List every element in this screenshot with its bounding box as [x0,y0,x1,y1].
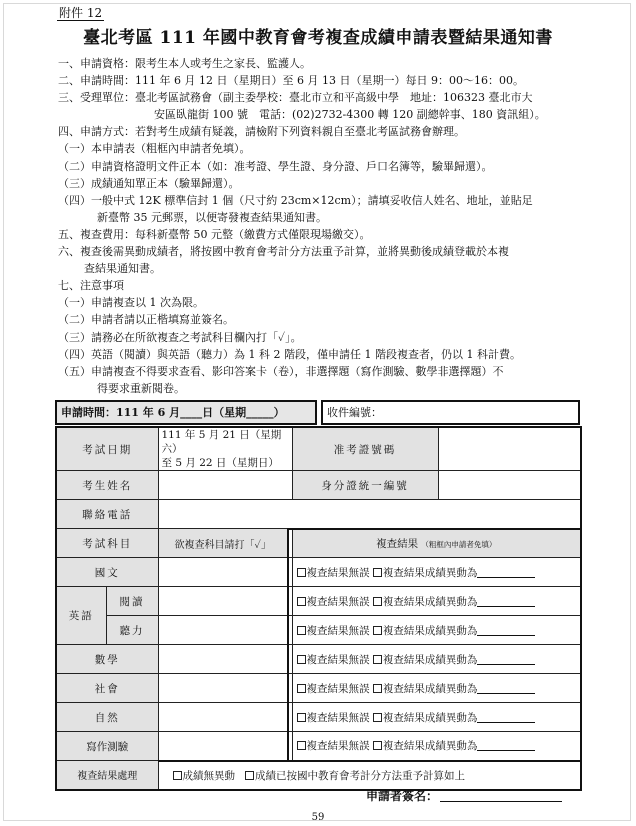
note-attention-1: （一）申請複查以 1 次為限。 [58,296,204,310]
score-blank[interactable] [477,684,535,694]
result-ok-text: 複查結果無誤 [306,566,370,579]
checkbox-icon[interactable] [297,741,306,750]
note-method-4: （四）一般中式 12K 標準信封 1 個（尺寸約 23cm×12cm）；請填妥收信人姓名、地址，並貼足 [58,193,533,207]
note-method-2: （二）申請資格證明文件正本（如：准考證、學生證、身分證、戶口名簿等，驗畢歸還）。 [58,159,493,173]
exam-date-value [158,427,292,471]
note-attention-5-cont: 得要求重新閱卷。 [97,381,185,395]
result-chinese [292,558,581,587]
attachment-tag: 附件 12 [59,6,103,20]
result-changed-text: 複查結果成績異動為 [382,740,478,753]
score-blank[interactable] [477,741,535,751]
id-number-field[interactable] [438,471,581,500]
note-attention-2: （二）申請者請以正楷填寫並簽名。 [58,313,234,327]
check-english-listening[interactable] [158,616,288,645]
result-changed-text: 複查結果成績異動為 [382,682,478,695]
result-ok-text: 複查結果無誤 [306,711,370,724]
subject-english-listening: 聽力 [106,616,158,645]
checkbox-icon[interactable] [373,655,382,664]
document-title: 臺北考區 111 年國中教育會考複查成績申請表暨結果通知書 [83,28,553,48]
checkbox-icon[interactable] [245,771,254,780]
result-ok-text: 複查結果無誤 [306,595,370,608]
admission-number-field[interactable] [438,427,581,471]
check-math[interactable] [158,645,288,674]
result-ok-text: 複查結果無誤 [306,653,370,666]
subject-english-reading: 閱讀 [106,587,158,616]
note-time: 二、申請時間：111 年 6 月 12 日（星期日）至 6 月 13 日（星期一）每日 9：00～16：00。 [58,74,524,88]
checkbox-icon[interactable] [373,568,382,577]
subject-writing: 寫作測驗 [56,732,158,761]
check-english-reading[interactable] [158,587,288,616]
result-changed-text: 複查結果成績異動為 [382,624,478,637]
subject-math: 數學 [56,645,158,674]
note-eligibility: 一、申請資格：限考生本人或考生之家長、監護人。 [58,57,311,70]
checkbox-icon[interactable] [297,684,306,693]
signature-label: 申請者簽名： [366,789,439,803]
result-english-reading [292,587,581,616]
check-chinese[interactable] [158,558,288,587]
checkbox-icon[interactable] [373,713,382,722]
subject-science: 自然 [56,703,158,732]
page-number: 59 [311,812,325,823]
checkbox-icon[interactable] [297,655,306,664]
admission-number-label: 准考證號碼 [292,427,438,471]
checkbox-icon[interactable] [373,626,382,635]
note-method: 四、申請方式：若對考生成績有疑義，請檢附下列資料親自至臺北考區試務會辦理。 [58,125,465,139]
checkbox-icon[interactable] [373,741,382,750]
result-ok-text: 複查結果無誤 [306,624,370,637]
result-ok-text: 複查結果無誤 [306,682,370,695]
note-attention-5: （五）申請複查不得要求查看、影印答案卡（卷），非選擇題（寫作測驗、數學非選擇題）不 [58,364,504,378]
checkbox-icon[interactable] [173,771,182,780]
note-method-4-cont: 新臺幣 35 元郵票，以便寄發複查結果通知書。 [97,210,327,224]
note-method-3: （三）成績通知單正本（驗畢歸還）。 [58,176,240,190]
checkbox-icon[interactable] [373,684,382,693]
result-changed-text: 複查結果成績異動為 [382,711,478,724]
process-label: 複查結果處理 [56,761,158,790]
note-fee: 五、複查費用：每科新臺幣 50 元整（繳費方式僅限現場繳交）。 [58,227,371,241]
checkbox-icon[interactable] [297,713,306,722]
check-science[interactable] [158,703,288,732]
subject-label: 考試科目 [56,529,158,558]
note-method-1: （一）本申請表（粗框內申請者免填）。 [58,142,251,156]
student-name-field[interactable] [158,471,292,500]
subject-social: 社會 [56,674,158,703]
result-changed-text: 複查結果成績異動為 [382,653,478,666]
checkbox-icon[interactable] [373,597,382,606]
subject-english: 英語 [56,587,106,645]
exam-date-label: 考試日期 [56,427,158,471]
check-social[interactable] [158,674,288,703]
checkbox-icon[interactable] [297,626,306,635]
receipt-number-field[interactable]: 收件編號： [321,400,580,425]
phone-field[interactable] [158,500,581,529]
note-attention: 七、注意事項 [58,279,124,293]
score-blank[interactable] [477,713,535,723]
signature-area [366,787,562,804]
result-social [292,674,581,703]
process-option-unchanged: 成績無異動 [182,769,235,782]
note-office: 三、受理單位：臺北考區試務會（副主委學校：臺北市立和平高級中學 地址：106323 臺北市大 [58,91,533,105]
score-blank[interactable] [477,597,535,607]
score-blank[interactable] [477,568,535,578]
apply-time-field[interactable]: 申請時間：111 年 6 月____日（星期_____） [55,400,317,425]
process-options [158,761,581,790]
score-blank[interactable] [477,655,535,665]
check-writing[interactable] [158,732,288,761]
result-changed-text: 複查結果成績異動為 [382,595,478,608]
result-label: 複查結果 [376,537,419,550]
note-office-cont: 安區臥龍街 100 號 電話：(02)2732-4300 轉 120 副總幹事、180 資訊組）。 [154,108,546,122]
student-name-label: 考生姓名 [56,471,158,500]
checkbox-icon[interactable] [297,597,306,606]
result-note: （粗框內申請者免填） [421,539,497,549]
result-changed-text: 複查結果成績異動為 [382,566,478,579]
result-science [292,703,581,732]
phone-label: 聯絡電話 [56,500,158,529]
process-option-recalculated: 成績已按國中教育會考計分方法重予計算如上 [255,769,466,782]
check-column-label: 欲複查科目請打「✓」 [158,529,288,558]
note-recalc-cont: 查結果通知書。 [84,262,161,276]
note-attention-4: （四）英語（閱讀）與英語（聽力）為 1 科 2 階段，僅申請任 1 階段複查者，仍以 1 科計費。 [58,347,521,361]
signature-line[interactable] [440,791,562,802]
result-math [292,645,581,674]
checkbox-icon[interactable] [297,568,306,577]
result-ok-text: 複查結果無誤 [306,740,370,753]
exam-date-line-1: 111 年 5 月 21 日（星期六） [161,429,282,455]
score-blank[interactable] [477,626,535,636]
application-table [55,426,582,791]
result-writing [292,732,581,761]
note-attention-3: （三）請務必在所欲複查之考試科目欄內打「✓」。 [58,330,302,344]
subject-chinese: 國文 [56,558,158,587]
exam-date-line-2: 至 5 月 22 日（星期日） [161,457,279,469]
note-recalc: 六、複查後需異動成績者，將按國中教育會考計分方法重予計算，並將異動後成績登載於本複 [58,245,509,259]
result-column-header [292,529,581,558]
instructions [58,55,588,397]
id-number-label: 身分證統一編號 [292,471,438,500]
form-header-row [55,400,580,425]
result-english-listening [292,616,581,645]
